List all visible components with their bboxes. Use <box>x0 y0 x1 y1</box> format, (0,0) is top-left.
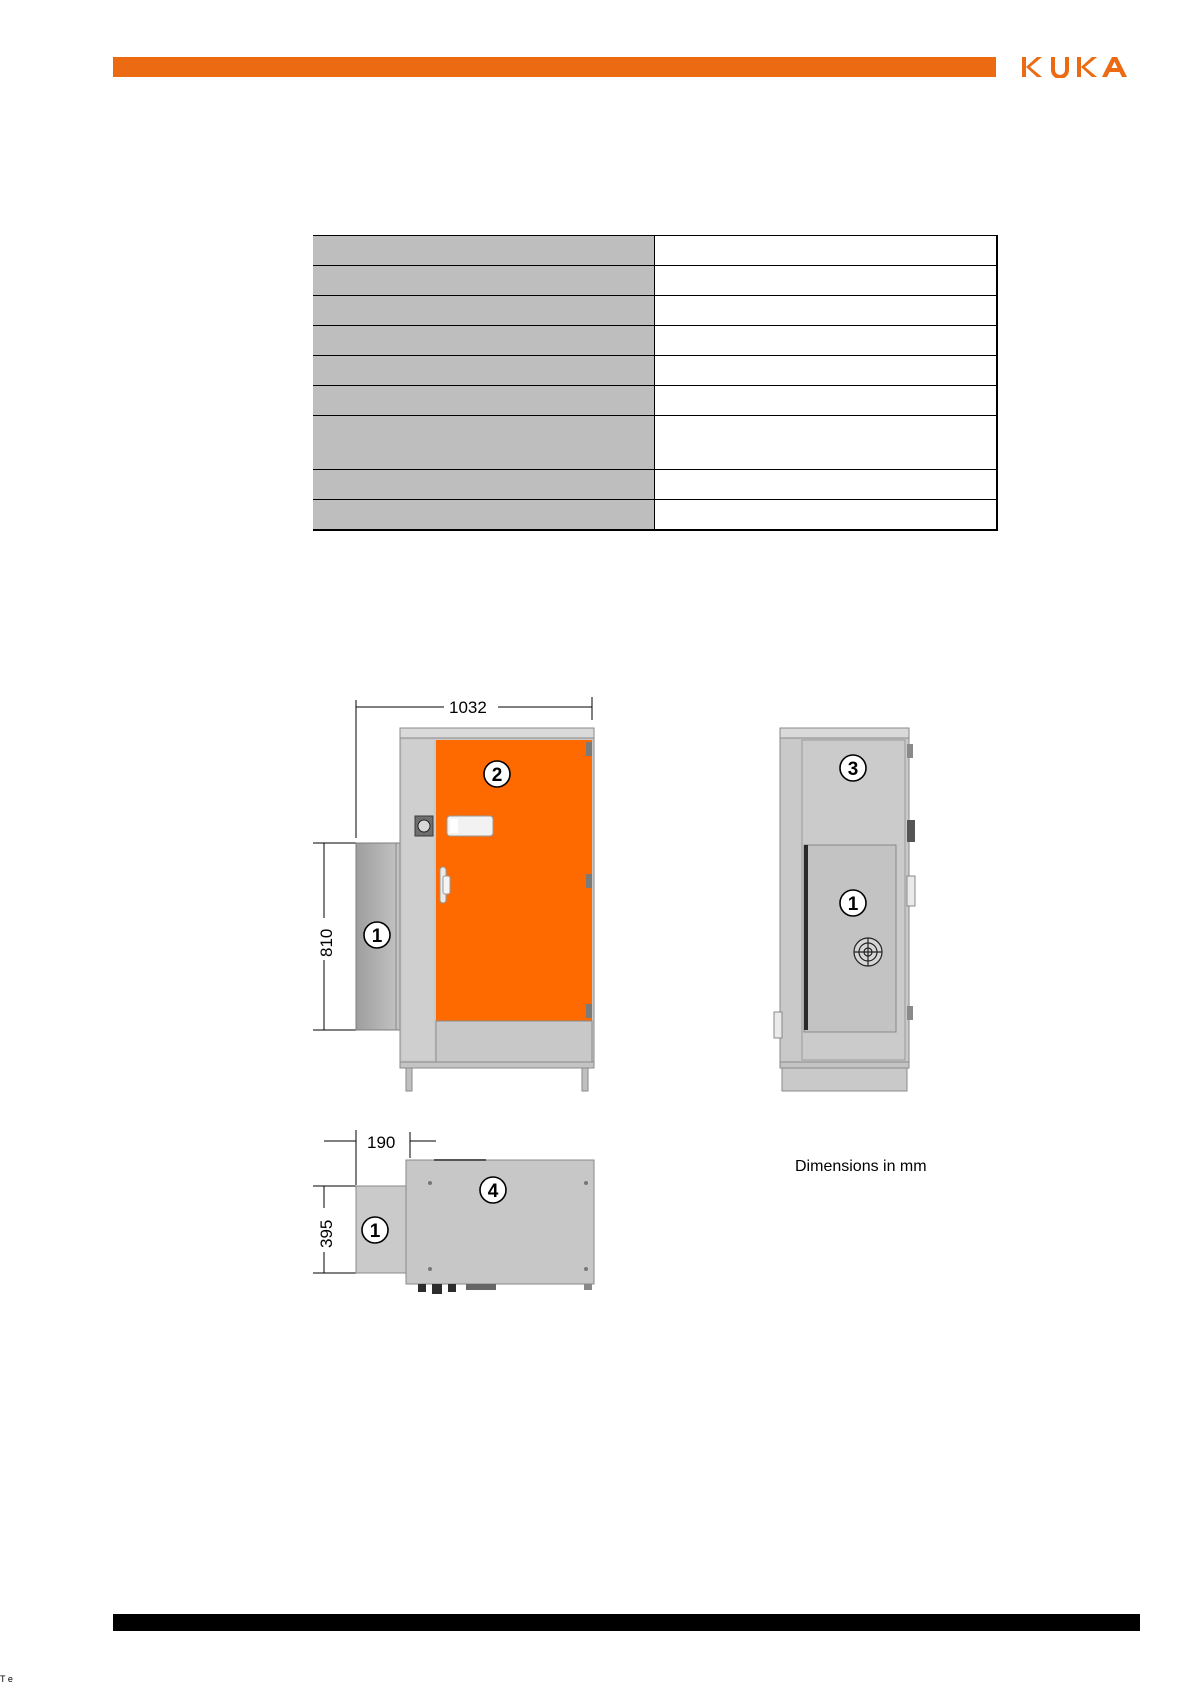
dimensions-note: Dimensions in mm <box>795 1158 927 1175</box>
callout-label: 1 <box>371 926 383 947</box>
callout-cooling-unit-side <box>840 890 866 916</box>
dimension-offset-label: 190 <box>367 1133 396 1152</box>
footer-bar <box>113 1614 1140 1631</box>
callout-label: 4 <box>487 1181 499 1202</box>
callout-label: 2 <box>491 765 503 786</box>
cabinet-door <box>436 740 592 1021</box>
footer-mark: T e <box>0 1674 13 1684</box>
dimension-depth-label: 395 <box>317 1219 336 1248</box>
side-view <box>774 728 915 1091</box>
dimension-height-label: 810 <box>317 928 336 957</box>
callout-top-cover <box>480 1177 506 1203</box>
callout-cooling-unit-front <box>364 922 390 948</box>
callout-side-panel <box>840 755 866 781</box>
cable-connectors <box>418 1284 592 1294</box>
fan-icon <box>854 938 882 966</box>
top-view <box>313 1130 594 1294</box>
cooling-unit-side <box>804 845 896 1032</box>
front-view <box>313 697 594 1091</box>
callout-label: 3 <box>847 759 859 780</box>
dimension-width-label: 1032 <box>449 698 487 717</box>
callout-label: 1 <box>847 894 859 915</box>
callout-door <box>484 761 510 787</box>
callout-cooling-unit-top <box>362 1217 388 1243</box>
callout-label: 1 <box>369 1221 381 1242</box>
